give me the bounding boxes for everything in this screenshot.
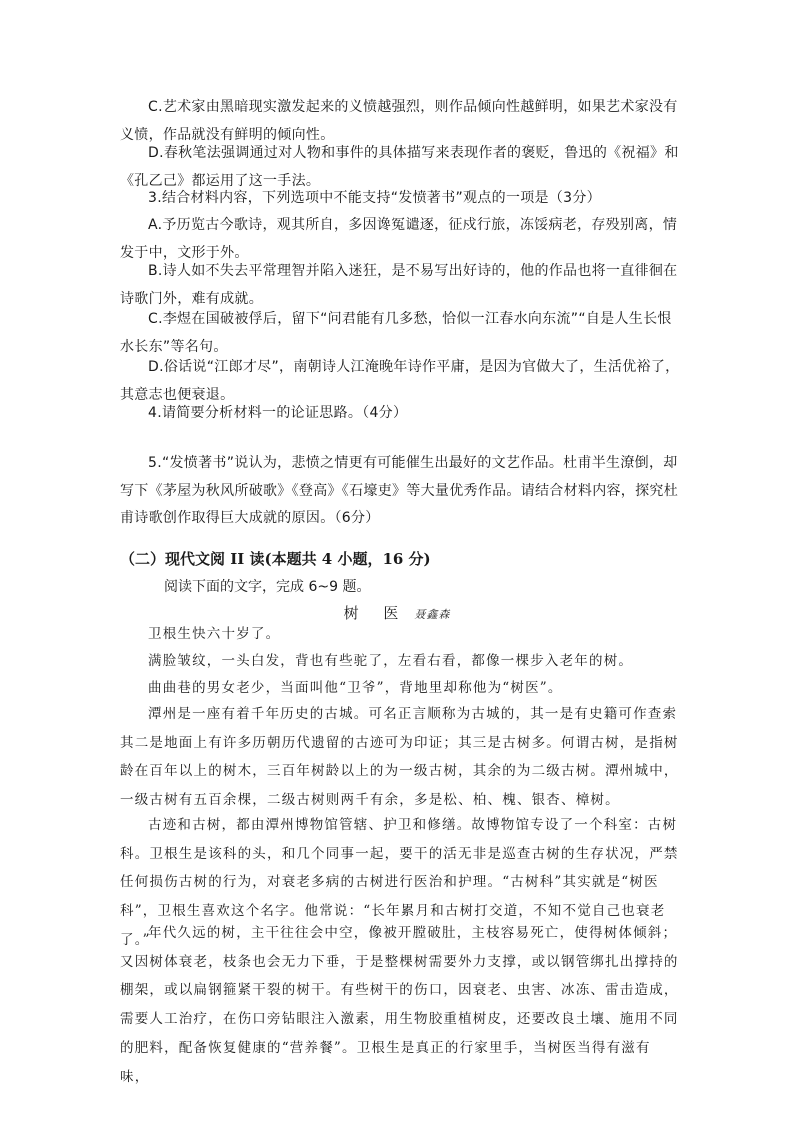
option-q3-d: D.俗话说“江郎才尽”，南朝诗人江淹晚年诗作平庸，是因为官做大了，生活优裕了，其意志也便衰退。 xyxy=(120,359,680,403)
question-5: 5.“发愤著书”说认为，悲愤之情更有可能催生出最好的文艺作品。杜甫半生潦倒，却写下《茅屋为秋风所破歌》《登高》《石壕吏》等大量优秀作品。请结合材料内容，探究杜甫诗歌创作取得巨大成就的原因。（6分） xyxy=(120,455,678,526)
story-paragraph: 年代久远的树，主干往往会中空，像被开膛破肚，主枝容易死亡，使得树体倾斜；又因树体衰老，枝条也会无力下垂，于是整棵树需要外力支撑，或以钢管绑扎出撑持的棚架，或以扁钢箍紧干裂的树干。有些树干的伤口，因衰老、虫害、冰冻、雷击造成，需要人工治疗，在伤口旁钻眼注入激素，用生物胶重植树皮，还要改良土壤、施用不同的肥料，配备恢复健康的“营养餐”。卫根生是真正的行家里手，当树医当得有滋有味， xyxy=(120,925,679,1085)
story-paragraph: 卫根生快六十岁了。 xyxy=(148,626,281,642)
story-author: 聂鑫森 xyxy=(414,608,451,621)
option-q3-a: A.予历览古今歌诗，观其所自，多因谗冤谴逐，征戍行旅，冻馁病老，存殁别离，情发于中，文形于外。 xyxy=(120,217,678,261)
question-4: 4.请简要分析材料一的论证思路。（4分） xyxy=(148,405,408,421)
option-q3-b: B.诗人如不失去平常理智并陷入迷狂，是不易写出好诗的，他的作品也将一直徘徊在诗歌门外，难有成就。 xyxy=(120,263,678,307)
story-title-text: 树 医 xyxy=(343,604,409,622)
story-paragraph: 曲曲巷的男女老少，当面叫他“卫爷”，背地里却称他为“树医”。 xyxy=(148,680,563,696)
option-q2-c: C.艺术家由黑暗现实激发起来的义愤越强烈，则作品倾向性越鲜明，如果艺术家没有义愤，作品就没有鲜明的倾向性。 xyxy=(120,99,678,143)
option-q2-d: D.春秋笔法强调通过对人物和事件的具体描写来表现作者的褒贬，鲁迅的《祝福》和《孔乙己》都运用了这一手法。 xyxy=(120,145,679,189)
section-intro: 阅读下面的文字，完成 6~9 题。 xyxy=(164,579,371,595)
option-q3-c: C.李煜在国破被俘后，留下“问君能有几多愁，恰似一江春水向东流”“自是人生长恨水长东”等名句。 xyxy=(120,311,672,355)
story-paragraph: 潭州是一座有着千年历史的古城。可名正言顺称为古城的，其一是有史籍可作查索其二是地面上有许多历朝历代遗留的古迹可为印证；其三是古树多。何谓古树，是指树龄在百年以上的树木，三百年树龄以上的为一级古树，其余的为二级古树。潭州城中，一级古树有五百余棵，二级古树则两千有余，多是松、柏、槐、银杏、樟树。 xyxy=(120,706,679,809)
section-heading: （二）现代文阅 II 读(本题共 4 小题，16 分) xyxy=(120,550,431,568)
story-paragraph: 满脸皱纹，一头白发，背也有些驼了，左看右看，都像一棵步入老年的树。 xyxy=(148,653,634,669)
question-3-stem: 3.结合材料内容，下列选项中不能支持“发愤著书”观点的一项是（3分） xyxy=(148,190,601,206)
story-paragraph: 古迹和古树，都由潭州博物馆管辖、护卫和修缮。故博物馆专设了一个科室：古树科。卫根生是该科的头，和几个同事一起，要干的活无非是巡查古树的生存状况，严禁任何损伤古树的行为，对衰老多病的古树进行医治和护理。“古树科”其实就是“树医科”，卫根生喜欢这个名字。他常说：“长年累月和古树打交道，不知不觉自己也衰老了。” xyxy=(120,817,679,948)
